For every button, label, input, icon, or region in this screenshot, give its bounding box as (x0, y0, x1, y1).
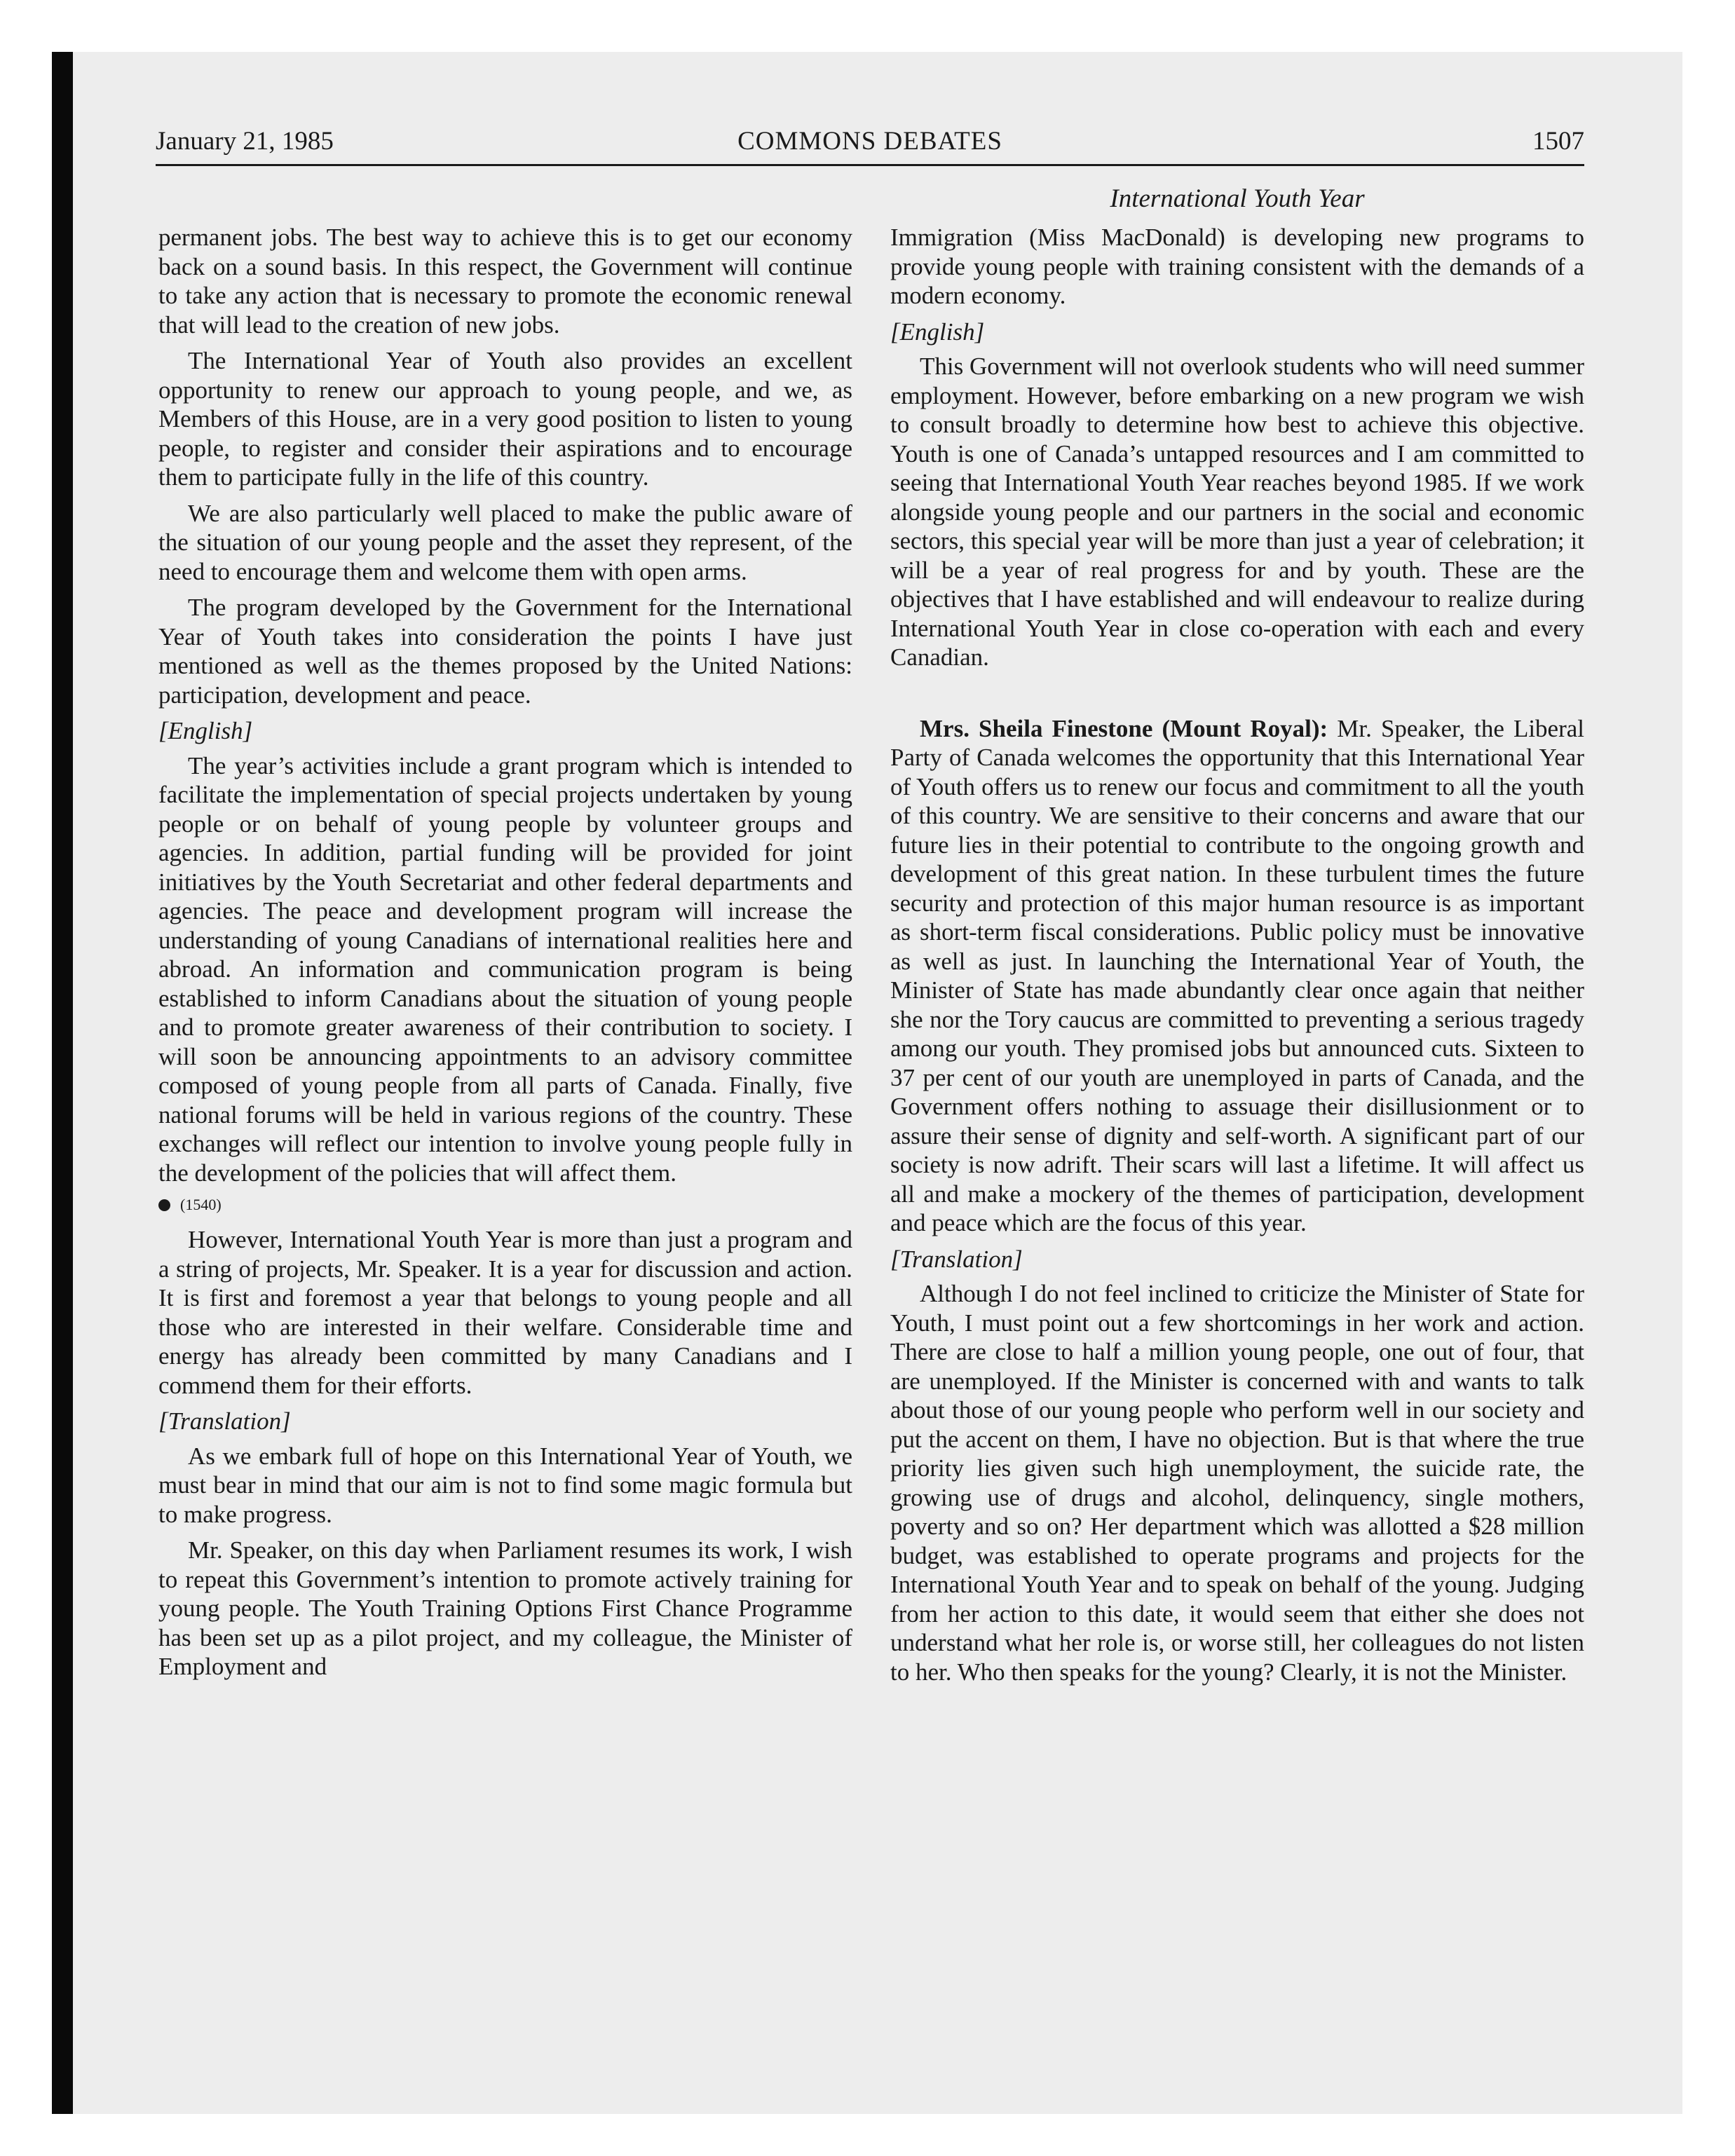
bullet-icon (158, 1199, 170, 1211)
language-marker: [English] (890, 318, 985, 346)
paragraph: As we embark full of hope on this International Year of Youth, we must bear in mind that our aim is not to find some magic formula but to make progress. (158, 1442, 852, 1528)
left-column (158, 223, 852, 1688)
paragraph: The year’s activities include a grant program which is intended to facilitate the implementation of special projects undertaken by young people or on behalf of young people by volunteer groups and agencies. In addition, partial funding will be provided for joint initiatives by the Youth Secretariat and other federal departments and agencies. The peace and development program will increase the understanding of young Canadians of international realities here and abroad. An information and communication program is being established to inform Canadians about the situation of young people and to promote greater awareness of their contribution to society. I will soon be announcing appointments to an advisory committee composed of young people from all parts of Canada. Finally, five national forums will be held in various regions of the country. These exchanges will reflect our intention to involve young people fully in the development of the policies that will affect them. (158, 751, 852, 1187)
time-marker-label: (1540) (180, 1196, 222, 1213)
speech-paragraph (890, 714, 1584, 1238)
language-marker: [Translation] (890, 1245, 1023, 1273)
paragraph: Although I do not feel inclined to criticize the Minister of State for Youth, I must point out a few shortcomings in her work and action. There are close to half a million young people, one out of four, that are unemployed. If the Minister is concerned with and wants to talk about those of our young people who perform well in our society and put the accent on them, I have no objection. But is that where the true priority lies given such high unemployment, the suicide rate, the growing use of drugs and alcohol, delinquency, single mothers, poverty and so on? Her department which was allotted a $28 million budget, was established to operate programs and projects for the International Youth Year and to speak on behalf of the young. Judging from her action to this date, it would seem that either she does not understand what her role is, or worse still, her colleagues do not listen to her. Who then speaks for the young? Clearly, it is not the Minister. (890, 1280, 1584, 1686)
paragraph: This Government will not overlook students who will need summer employment. However, before embarking on a new program we wish to consult broadly to determine how best to achieve this objective. Youth is one of Canada’s untapped resources and I am committed to seeing that International Youth Year reaches beyond 1985. If we work alongside young people and our partners in the social and economic sectors, this special year will be more than just a year of celebration; it will be a year of real progress for and by youth. These are the objectives that I have established and will endeavour to realize during International Youth Year in close co-operation with each and every Canadian. (890, 353, 1584, 671)
header-title: COMMONS DEBATES (737, 127, 1002, 156)
paragraph: The International Year of Youth also provides an excellent opportunity to renew our approach to young people, and we, as Members of this House, are in a very good position to listen to young people, to register and consider their aspirations and to encourage them to participate fully in the life of this country. (158, 347, 852, 491)
header-date: January 21, 1985 (156, 127, 334, 156)
time-marker (158, 1194, 852, 1215)
paragraph: The program developed by the Government for the International Year of Youth takes into consideration the points I have just mentioned as well as the themes proposed by the United Nations: participation, development and peace. (158, 594, 852, 709)
paragraph: permanent jobs. The best way to achieve this is to get our economy back on a sound basis. In this respect, the Government will continue to take any action that is necessary to promote the economic renewal that will lead to the creation of new jobs. (158, 224, 852, 339)
running-head: International Youth Year (1110, 184, 1365, 213)
header-rule (156, 164, 1584, 166)
right-column (890, 223, 1584, 1693)
language-marker: [English] (158, 717, 253, 744)
paragraph: Immigration (Miss MacDonald) is developing new programs to provide young people with training consistent with the demands of a modern economy. (890, 224, 1584, 309)
scan-edge-bar (52, 52, 73, 2114)
paragraph: We are also particularly well placed to make the public aware of the situation of our young people and the asset they represent, of the need to encourage them and welcome them with open arms. (158, 499, 852, 585)
speaker-name: Mrs. Sheila Finestone (Mount Royal): (920, 714, 1328, 742)
paragraph: Mr. Speaker, on this day when Parliament resumes its work, I wish to repeat this Government’s intention to promote actively training for young people. The Youth Training Options First Chance Programme has been set up as a pilot project, and my colleague, the Minister of Employment and (158, 1536, 852, 1680)
page-header (156, 126, 1584, 163)
language-marker: [Translation] (158, 1407, 291, 1435)
speech-text: Mr. Speaker, the Liberal Party of Canada welcomes the opportunity that this International Year of Youth offers us to renew our focus and commitment to all the youth of this country. We are sensitive to their concerns and aware that our future lies in their potential to contribute to the ongoing growth and development of this great nation. In these turbulent times the future security and protection of this major human resource is as important as short-term fiscal considerations. Public policy must be innovative as well as just. In launching the International Year of Youth, the Minister of State has made abundantly clear once again that neither she nor the Tory caucus are committed to preventing a serious tragedy among our youth. They promised jobs but announced cuts. Sixteen to 37 per cent of our youth are unemployed in parts of Canada, and the Government offers nothing to assuage their disillusionment or to assure their sense of dignity and self-worth. A significant part of our society is now adrift. Their scars will last a lifetime. It will affect us all and make a mockery of the themes of participation, development and peace which are the focus of this year. (890, 714, 1585, 1236)
header-page-number: 1507 (1532, 127, 1584, 156)
paragraph: However, International Youth Year is more than just a program and a string of projects, Mr. Speaker. It is a year for discussion and action. It is first and foremost a year that belongs to young people and all those who are interested in their welfare. Considerable time and energy has already been committed by many Canadians and I commend them for their efforts. (158, 1226, 852, 1399)
